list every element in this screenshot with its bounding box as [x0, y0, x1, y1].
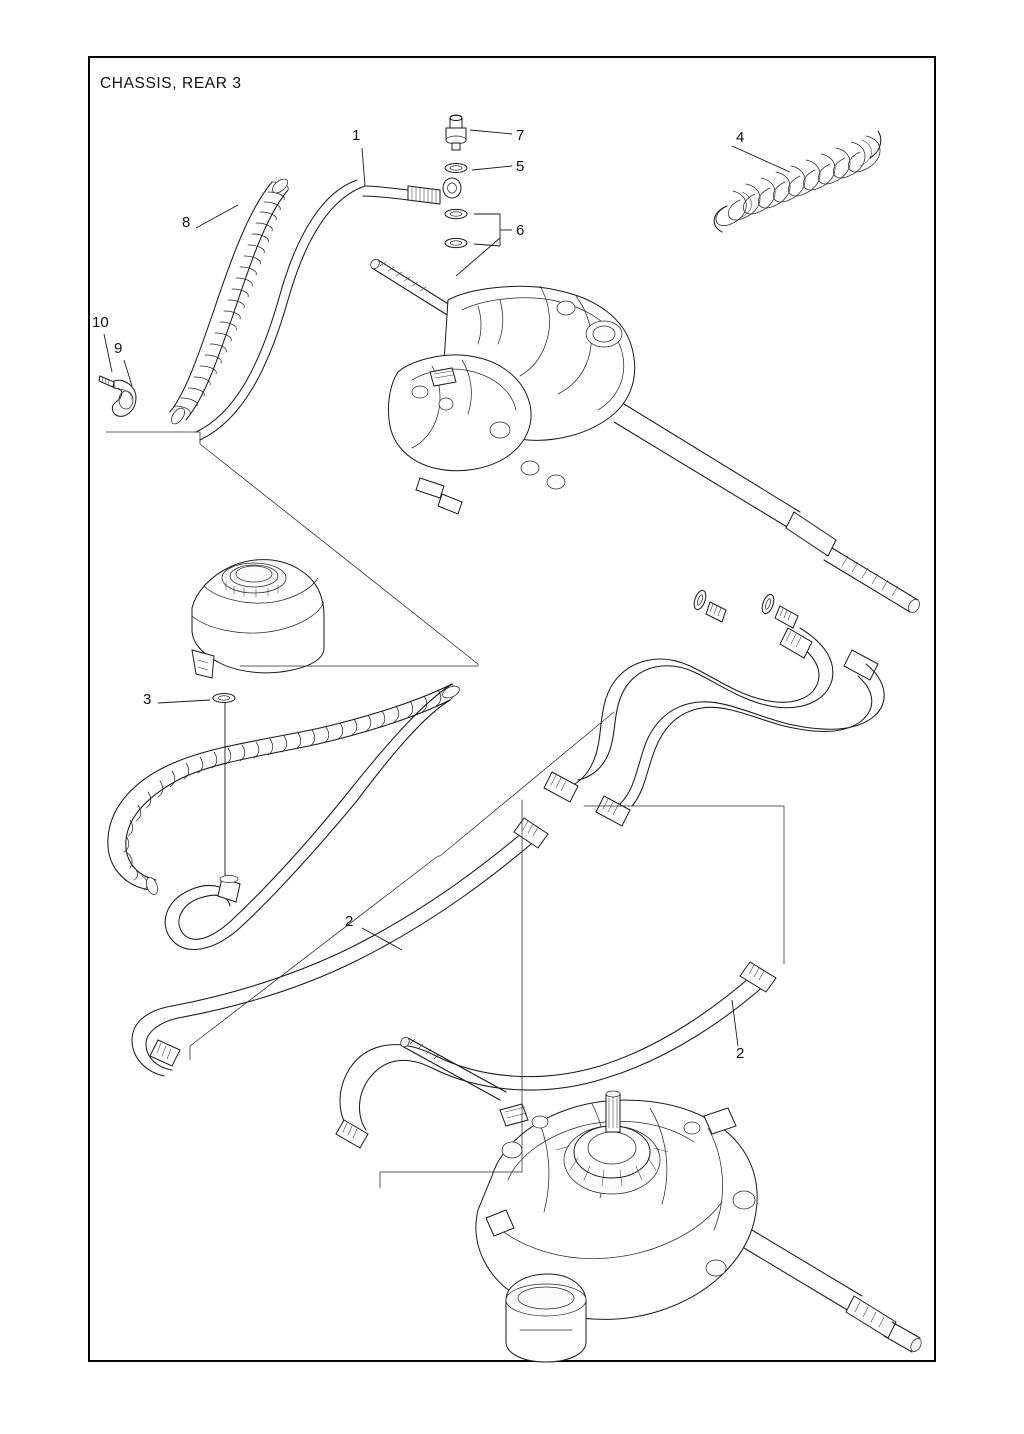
- page-title: CHASSIS, REAR 3: [100, 75, 242, 92]
- callout-5: 5: [516, 158, 525, 175]
- callout-2-left: 2: [345, 913, 354, 930]
- callout-3: 3: [143, 691, 152, 708]
- callout-8: 8: [182, 214, 191, 231]
- diagram-frame: [88, 56, 936, 1362]
- callout-6: 6: [516, 222, 525, 239]
- callout-10: 10: [92, 314, 109, 331]
- callout-1: 1: [352, 127, 361, 144]
- callout-9: 9: [114, 340, 123, 357]
- callout-4: 4: [736, 129, 745, 146]
- callout-2-right: 2: [736, 1045, 745, 1062]
- callout-7: 7: [516, 127, 525, 144]
